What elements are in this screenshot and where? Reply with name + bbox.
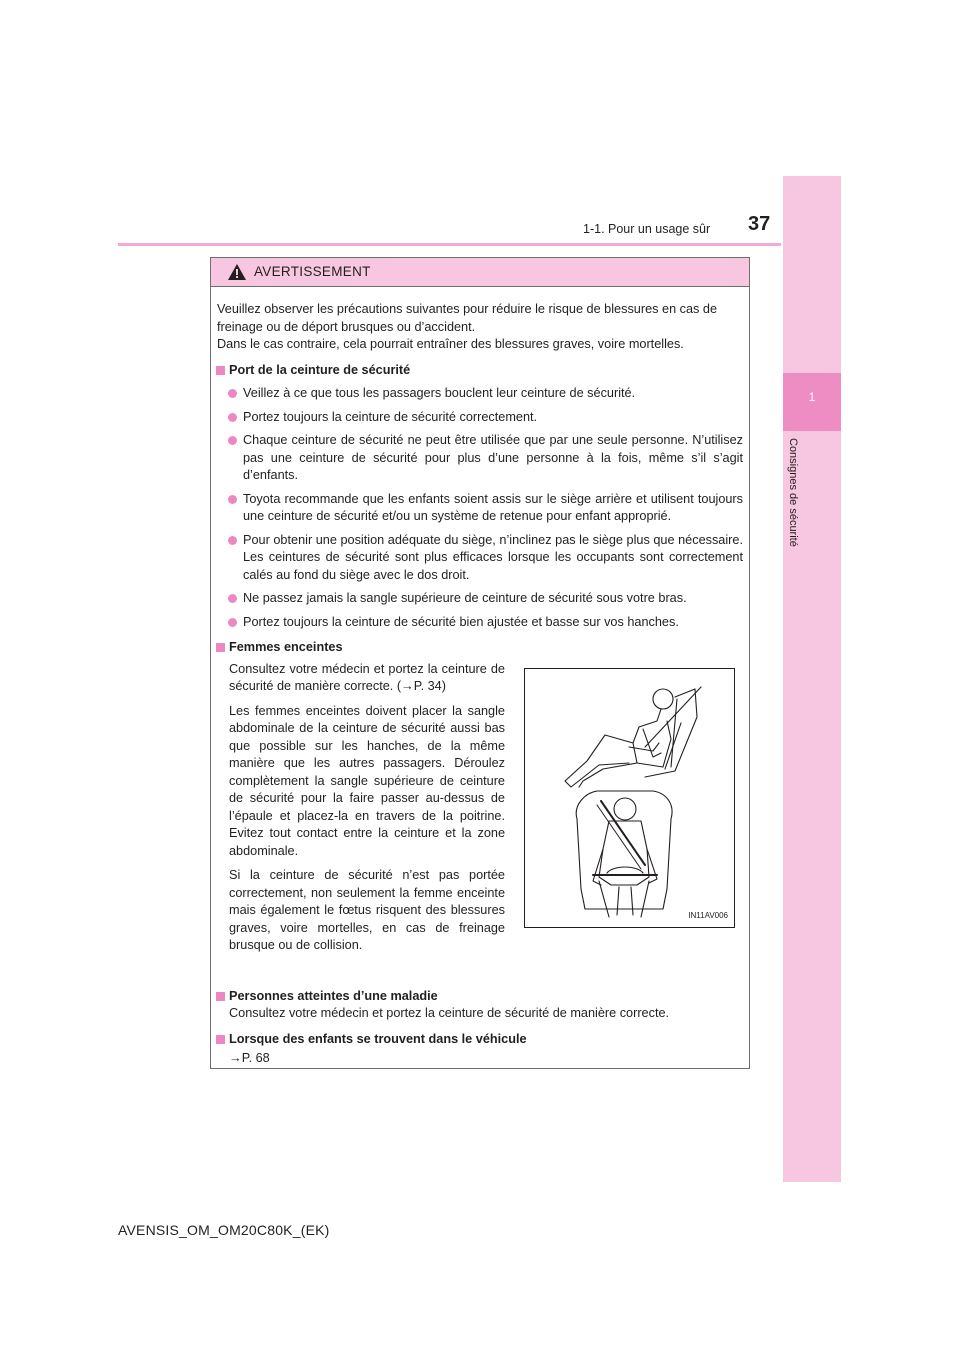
list-item: Portez toujours la ceinture de sécurité correctement. — [211, 409, 749, 427]
paragraph: Consultez votre médecin et portez la ceinture de sécurité de manière correcte. — [229, 1006, 670, 1020]
section-heading-illness — [211, 988, 749, 1006]
round-bullet-icon — [228, 389, 237, 398]
warning-triangle-icon — [228, 264, 246, 280]
list-item: Toyota recommande que les enfants soient assis sur le siège arrière et utilisent toujours une ceinture de sécurité et/ou un système de retenue pour enfant approprié. — [211, 491, 749, 526]
list-item: Veillez à ce que tous les passagers bouclent leur ceinture de sécurité. — [211, 385, 749, 403]
page-reference-link[interactable]: →P. 68 — [229, 1051, 270, 1065]
section-title: 1-1. Pour un usage sûr — [583, 222, 711, 236]
square-bullet-icon — [216, 992, 225, 1001]
section-title: Lorsque des enfants se trouvent dans le véhicule — [229, 1031, 527, 1046]
warning-header — [211, 258, 749, 287]
illustration-drawing — [525, 669, 734, 927]
pregnant-section-body — [211, 661, 749, 986]
square-bullet-icon — [216, 1035, 225, 1044]
header-rule — [118, 243, 781, 246]
footer-code: AVENSIS_OM_OM20C80K_(EK) — [118, 1222, 330, 1238]
round-bullet-icon — [228, 495, 237, 504]
section-heading-pregnant — [211, 639, 749, 657]
round-bullet-icon — [228, 413, 237, 422]
list-item: Chaque ceinture de sécurité ne peut être utilisée que par une seule personne. N’utilisez pas une ceinture de sécurité pour plus d’une personne à la fois, même s’il s’agit d’enfants. — [211, 432, 749, 485]
round-bullet-icon — [228, 536, 237, 545]
section-heading-seatbelt — [211, 362, 749, 380]
page-number: 37 — [748, 213, 771, 235]
section-title: Port de la ceinture de sécurité — [229, 362, 411, 377]
list-item: Ne passez jamais la sangle supérieure de ceinture de sécurité sous votre bras. — [211, 590, 749, 608]
round-bullet-icon — [228, 594, 237, 603]
round-bullet-icon — [228, 436, 237, 445]
square-bullet-icon — [216, 366, 225, 375]
chapter-side-tab — [783, 176, 841, 1182]
pregnant-seatbelt-illustration — [524, 668, 735, 928]
intro-line: Veuillez observer les précautions suivantes pour réduire le risque de blessures en cas de freinage ou de déport brusques ou d’accident. — [217, 302, 718, 334]
chapter-label — [787, 438, 801, 578]
square-bullet-icon — [216, 643, 225, 652]
round-bullet-icon — [228, 618, 237, 627]
list-item: Pour obtenir une position adéquate du siège, n’inclinez pas le siège plus que nécessaire. Les ceintures de sécurité sont plus efficaces lorsque les occupants sont correctement calés au fond du siège avec le dos droit. — [211, 532, 749, 585]
warning-content — [211, 287, 749, 1068]
warning-box — [210, 257, 750, 1069]
warning-intro — [211, 287, 749, 354]
paragraph: Les femmes enceintes doivent placer la sangle abdominale de la ceinture de sécurité aussi bas que possible sur les hanches, de la même manière que les autres passagers. Déroulez complètement la sangle supérieure de ceinture de sécurité pour la faire passer au-dessus de l’épaule et placez-la en travers de la poitrine. Evitez tout contact entre la ceinture et la zone abdominale. — [229, 703, 505, 858]
pregnant-text — [229, 661, 505, 962]
paragraph: Consultez votre médecin et portez la ceinture de sécurité de manière correcte. (→P. 34) — [229, 661, 505, 693]
chapter-number: 1 — [808, 390, 816, 404]
section-title: Femmes enceintes — [229, 640, 343, 654]
figure-code: IN11AV006 — [688, 911, 728, 920]
list-item: Portez toujours la ceinture de sécurité bien ajustée et basse sur vos hanches. — [211, 614, 749, 632]
chapter-title: Consignes de sécurité — [787, 438, 799, 547]
section-title: Personnes atteintes d’une maladie — [229, 988, 438, 1003]
section-heading-children — [211, 1031, 749, 1049]
warning-title: AVERTISSEMENT — [254, 264, 371, 279]
paragraph: Si la ceinture de sécurité n’est pas portée correctement, non seulement la femme enceinte mais également le fœtus risquent des blessures graves, voire mortelles, en cas de freinage brusque ou de collision. — [229, 868, 505, 952]
intro-line: Dans le cas contraire, cela pourrait entraîner des blessures graves, voire mortelles. — [217, 337, 684, 351]
